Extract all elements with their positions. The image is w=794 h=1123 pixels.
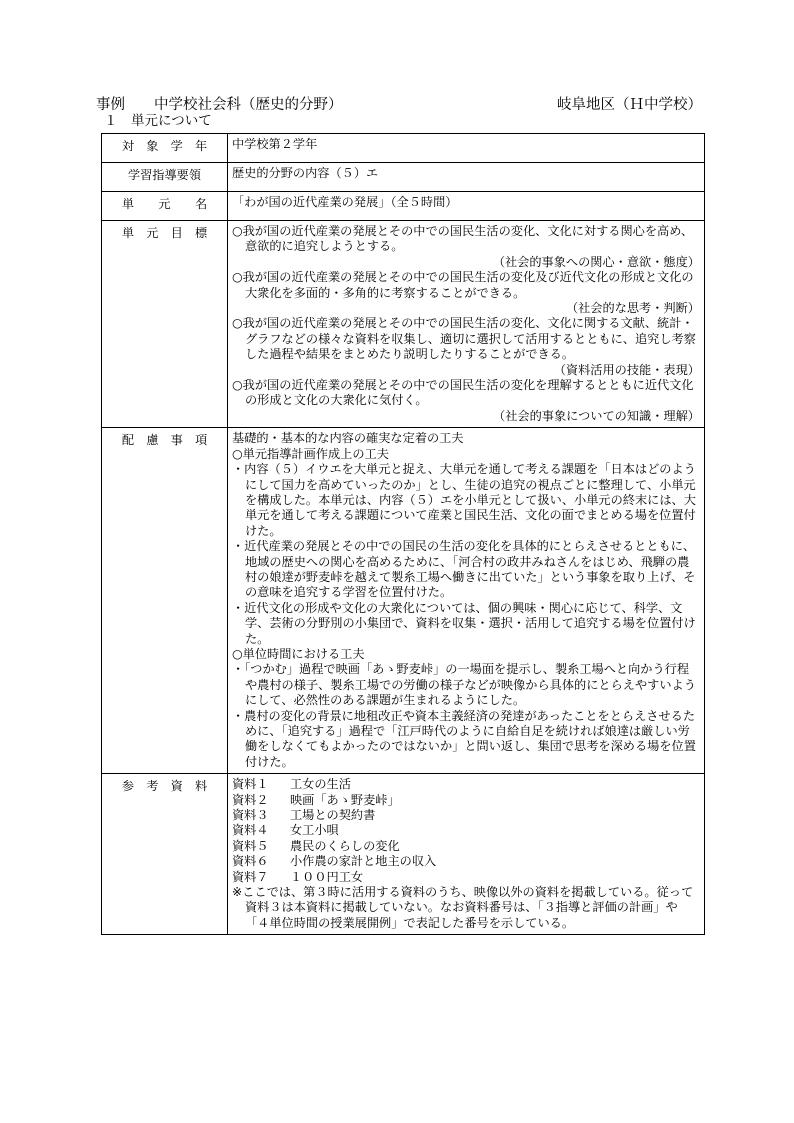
consider-bullet: ・近代産業の発展とその中での国民の生活の変化を具体的にとらえさせるとともに、地域の歴史への関心を高めるために、「河合村の政井みねさんをはじめ、飛騨の農村の娘達が野麦峠を越えて製糸工場へ働きに出ていた」という事象を取り上げ、その意味を追究する学習を位置付けた。 — [232, 539, 696, 600]
row-materials — [102, 774, 705, 935]
row-goals — [102, 221, 705, 428]
goal-item: ○我が国の近代産業の発展とその中での国民生活の変化及び近代文化の形成と文化の大衆化を多面的・多角的に考察することができる。 — [232, 270, 694, 300]
consider-subheading: ○単元指導計画作成上の工夫 — [232, 446, 389, 461]
goal-item: ○我が国の近代産業の発展とその中での国民生活の変化、文化に対する関心を高め、意欲的に追究しようとする。 — [232, 224, 694, 254]
material-number: 資料４ — [232, 823, 269, 838]
goal-item: ○我が国の近代産業の発展とその中での国民生活の変化、文化に関する文献、統計・グラフなどの様々な資料を収集し、適切に選択して活用するとともに、追究し考察した過程や結果をまとめたり説明したりすることができる。 — [232, 316, 696, 362]
case-title: 事例 中学校社会科（歴史的分野） — [96, 97, 343, 113]
value-guideline: 歴史的分野の内容（５）エ — [228, 163, 705, 192]
material-name: １００円工女 — [290, 869, 364, 884]
material-name: 女工小唄 — [290, 823, 339, 838]
consider-intro: 基礎的・基本的な内容の確実な定着の工夫 — [232, 431, 464, 446]
material-item — [232, 793, 700, 808]
material-number: 資料７ — [232, 869, 269, 884]
material-item — [232, 808, 700, 823]
goal-item: ○我が国の近代産業の発展とその中での国民生活の変化を理解するとともに近代文化の形成と文化の大衆化に気付く。 — [232, 378, 694, 408]
label-target: 対 象 学 年 — [102, 134, 228, 163]
consider-subheading: ○単位時間における工夫 — [232, 646, 365, 661]
material-name: 映画「あゝ野麦峠」 — [290, 792, 400, 807]
material-number: 資料３ — [232, 808, 269, 823]
material-name: 工場との契約書 — [290, 808, 376, 823]
material-name: 農民のくらしの変化 — [290, 838, 400, 853]
school-region: 岐阜地区（Ｈ中学校） — [557, 97, 702, 113]
goal-tag: （社会的事象への関心・意欲・態度） — [492, 254, 700, 269]
material-name: 工女の生活 — [290, 777, 351, 792]
document-header — [96, 96, 702, 114]
goal-tag: （社会的事象についての知識・理解） — [493, 408, 700, 423]
value-unit: 「わが国の近代産業の発展」（全５時間） — [228, 192, 705, 221]
considerations-body — [228, 428, 705, 774]
materials-body — [228, 774, 705, 935]
material-number: 資料２ — [232, 792, 269, 807]
material-item — [232, 854, 700, 869]
material-item — [232, 839, 700, 854]
label-guideline: 学習指導要領 — [102, 163, 228, 192]
label-unit: 単 元 名 — [102, 192, 228, 221]
row-guideline — [102, 163, 705, 192]
consider-bullet: ・農村の変化の背景に地租改正や資本主義経済の発達があったことをとらえさせるために、「追究する」過程で「江戸時代のように自給自足を続ければ娘達は厳しい労働をしなくてもよかったのではないか」と問い返し、集団で思考を深める場を位置付けた。 — [232, 708, 696, 769]
label-goals: 単 元 目 標 — [102, 221, 228, 428]
material-item — [232, 777, 700, 792]
consider-bullet: ・内容（５）イウエを大単元と捉え、大単元を通して考える課題を「日本はどのようにして国力を高めていったのか」とし、生徒の追究の視点ごとに整理して、小単元を構成した。本単元は、内容（５）エを小単元として扱い、小単元の終末には、大単元を通して考える課題について産業と国民生活、文化の面でまとめる場を位置付けた。 — [232, 462, 696, 538]
row-unit — [102, 192, 705, 221]
material-number: 資料５ — [232, 838, 269, 853]
material-item — [232, 823, 700, 838]
consider-bullet: ・近代文化の形成や文化の大衆化については、個の興味・関心に応じて、科学、文学、芸術の分野別の小集団で、資料を収集・選択・活用して追究する場を位置付けた。 — [232, 600, 696, 646]
goals-list — [228, 221, 705, 428]
material-item — [232, 870, 700, 885]
value-target: 中学校第２学年 — [228, 134, 705, 163]
goal-tag: （社会的な思考・判断） — [565, 301, 700, 316]
label-considerations: 配 慮 事 項 — [102, 428, 228, 774]
row-considerations — [102, 428, 705, 774]
unit-table — [101, 133, 705, 935]
material-number: 資料６ — [232, 854, 269, 869]
goal-tag: （資料活用の技能・表現） — [553, 362, 700, 377]
label-materials: 参 考 資 料 — [102, 774, 228, 935]
consider-bullet: ・「つかむ」過程で映画「あゝ野麦峠」の一場面を提示し、製糸工場へと向かう行程や農村の様子、製糸工場での労働の様子などが映像から具体的にとらえやすいようにして、必然性のある課題が生まれるようにした。 — [232, 662, 696, 708]
row-target — [102, 134, 705, 163]
material-number: 資料１ — [232, 777, 269, 792]
material-name: 小作農の家計と地主の収入 — [290, 854, 437, 869]
section-title: １ 単元について — [104, 113, 212, 129]
materials-note: ※ここでは、第３時に活用する資料のうち、映像以外の資料を掲載している。従って資料３は本資料に掲載していない。なお資料番号は、「３指導と評価の計画」や「４単位時間の授業展開例」で表記した番号を示している。 — [232, 885, 694, 930]
